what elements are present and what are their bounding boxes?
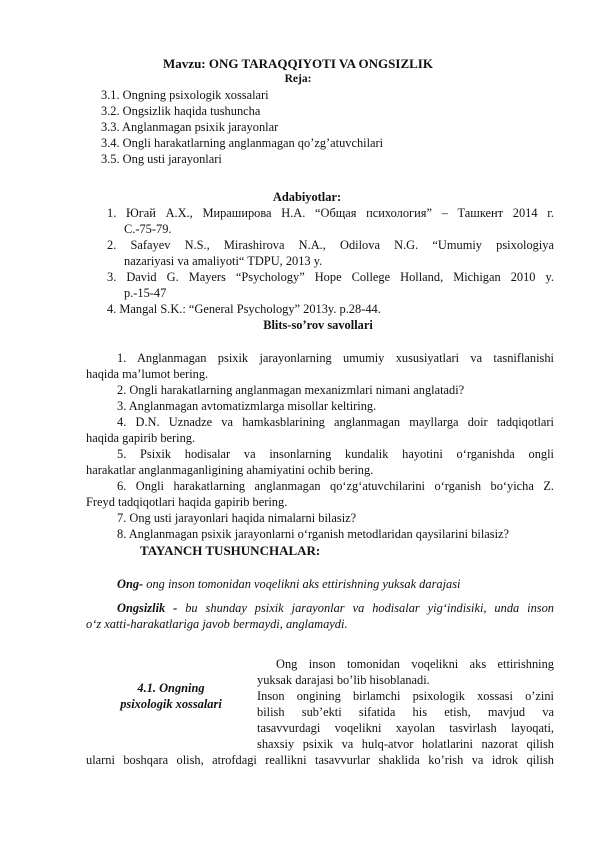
literature-item: 2. Safayev N.S., Mirashirova N.A., Odilova N.G. “Umumiy psixologiya: [107, 238, 554, 252]
literature-item: 4. Mangal S.K.: “General Psychology” 2013y. p.28-44.: [107, 302, 381, 316]
plan-item: 3.1. Ongning psixologik xossalari: [101, 88, 269, 102]
question-item: 5. Psixik hodisalar va insonlarning kundalik hayotini o‘rganishda ongli: [117, 447, 554, 461]
section-text-line: bilish sub’ekti sifatida his etish, mavjud va: [257, 705, 554, 719]
question-continuation: haqida gapirib bering.: [86, 431, 196, 445]
literature-item-continuation: p.-15-47: [124, 286, 167, 300]
question-continuation: harakatlar anglanmaganligining ahamiyatini ochib bering.: [86, 463, 374, 477]
section-text-line: ularni boshqara olish, atrofdagi reallikni tasavvurlar shaklida ko’rish va idrok qilish: [86, 753, 554, 767]
section-text-line: Inson ongining birlamchi psixologik xossasi o’zini: [257, 689, 554, 703]
concepts-heading: TAYANCH TUSHUNCHALAR:: [140, 543, 321, 558]
blits-heading: Blits-so’rov savollari: [263, 318, 373, 332]
concept-ong: [117, 576, 460, 592]
literature-item-continuation: nazariyasi va amaliyoti“ TDPU, 2013 y.: [124, 254, 323, 268]
question-item: 1. Anglanmagan psixik jarayonlarning umumiy xususiyatlari va tasniflanishi: [117, 351, 554, 365]
literature-item: 3. David G. Mayers “Psychology” Hope College Holland, Michigan 2010 y.: [107, 270, 554, 284]
concept-ongsizlik: [117, 600, 554, 616]
section-title-line-2: psixologik xossalari: [120, 697, 222, 711]
question-item: 3. Anglanmagan avtomatizmlarga misollar keltiring.: [117, 399, 377, 413]
plan-item: 3.3. Anglanmagan psixik jarayonlar: [101, 120, 279, 134]
question-continuation: Freyd tadqiqotlari haqida gapirib bering.: [86, 495, 288, 509]
plan-item: 3.2. Ongsizlik haqida tushuncha: [101, 104, 261, 118]
concept-ong-definition: ong inson tomonidan voqelikni aks ettirishning yuksak darajasi: [143, 577, 461, 591]
page-title: Mavzu: ONG TARAQQIYOTI VA ONGSIZLIK: [163, 56, 433, 71]
question-item: 7. Ong usti jarayonlari haqida nimalarni bilasiz?: [117, 511, 357, 525]
question-item: 8. Anglanmagan psixik jarayonlarni o‘rganish metodlaridan qaysilarini bilasiz?: [117, 527, 510, 541]
section-text-line: yuksak darajasi bo’lib hisoblanadi.: [257, 673, 430, 687]
section-text-line: Ong inson tomonidan voqelikni aks ettirishning: [276, 657, 554, 671]
plan-item: 3.4. Ongli harakatlarning anglanmagan qo’zg’atuvchilari: [101, 136, 384, 150]
concept-ongsizlik-term: Ongsizlik -: [117, 601, 178, 615]
section-text-line: shaxsiy psixik va hulq-atvor holatlarini nazorat qilish: [257, 737, 554, 751]
literature-item: 1. Югай А.Х., Мираширова Н.А. “Общая психология” – Ташкент 2014 г.: [107, 206, 554, 220]
concept-ongsizlik-continuation: o‘z xatti-harakatlariga javob bermaydi, anglamaydi.: [86, 617, 348, 631]
question-item: 2. Ongli harakatlarning anglanmagan mexanizmlari nimani anglatadi?: [117, 383, 465, 397]
section-title-line-1: 4.1. Ongning: [137, 681, 205, 695]
section-text-line: tasavvurdagi voqelikni xayolan tasvirlash layoqati,: [257, 721, 554, 735]
question-continuation: haqida ma’lumot bering.: [86, 367, 209, 381]
concept-ong-term: Ong-: [117, 577, 144, 591]
literature-heading: Adabiyotlar:: [272, 190, 342, 204]
question-item: 6. Ongli harakatlarning anglanmagan qo‘zg‘atuvchilarini o‘rganish bo‘yicha Z.: [117, 479, 554, 493]
plan-label: Reja:: [284, 73, 312, 85]
plan-item: 3.5. Ong usti jarayonlari: [101, 152, 222, 166]
literature-item-continuation: С.-75-79.: [124, 222, 172, 236]
question-item: 4. D.N. Uznadze va hamkasblarining anglanmagan mayllarga doir tadqiqotlari: [117, 415, 554, 429]
concept-ongsizlik-definition: bu shunday psixik jarayonlar va hodisalar yig‘indisiki, unda inson: [177, 601, 554, 615]
